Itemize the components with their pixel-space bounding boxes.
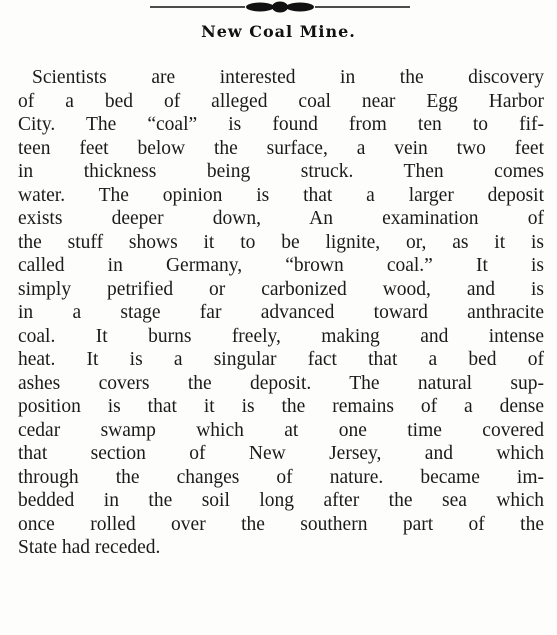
article-body xyxy=(18,66,544,560)
article-line: coal. It burns freely, making and intense xyxy=(18,325,544,347)
article-line: in thickness being struck. Then comes xyxy=(18,161,544,182)
article-line: water. The opinion is that a larger deposit xyxy=(18,184,544,206)
article-line: in a stage far advanced toward anthracite xyxy=(18,302,544,323)
article-line: ashes covers the deposit. The natural sup- xyxy=(18,372,544,394)
article-line: once rolled over the southern part of the xyxy=(18,513,544,535)
article-line: through the changes of nature. became im- xyxy=(18,466,544,488)
article-line: State had receded. xyxy=(18,537,161,558)
article-line: position is that it is the remains of a dense xyxy=(18,396,544,417)
article-line: heat. It is a singular fact that a bed of xyxy=(18,349,544,370)
article-line: of a bed of alleged coal near Egg Harbor xyxy=(18,90,544,112)
article-line: cedar swamp which at one time covered xyxy=(18,419,544,441)
article-line: called in Germany, “brown coal.” It is xyxy=(18,255,544,276)
article-line: bedded in the soil long after the sea which xyxy=(18,490,544,511)
article-line: exists deeper down, An examination of xyxy=(18,208,544,229)
ornamental-rule xyxy=(150,0,410,14)
article-line: that section of New Jersey, and which xyxy=(18,443,544,464)
article-line: teen feet below the surface, a vein two feet xyxy=(18,137,544,159)
article-line: City. The “coal” is found from ten to fif- xyxy=(18,114,544,135)
article-line: simply petrified or carbonized wood, and is xyxy=(18,278,544,300)
article-line: the stuff shows it to be lignite, or, as it is xyxy=(18,231,544,253)
article-headline: New Coal Mine. xyxy=(201,22,356,41)
article-line: Scientists are interested in the discovery xyxy=(32,67,544,88)
